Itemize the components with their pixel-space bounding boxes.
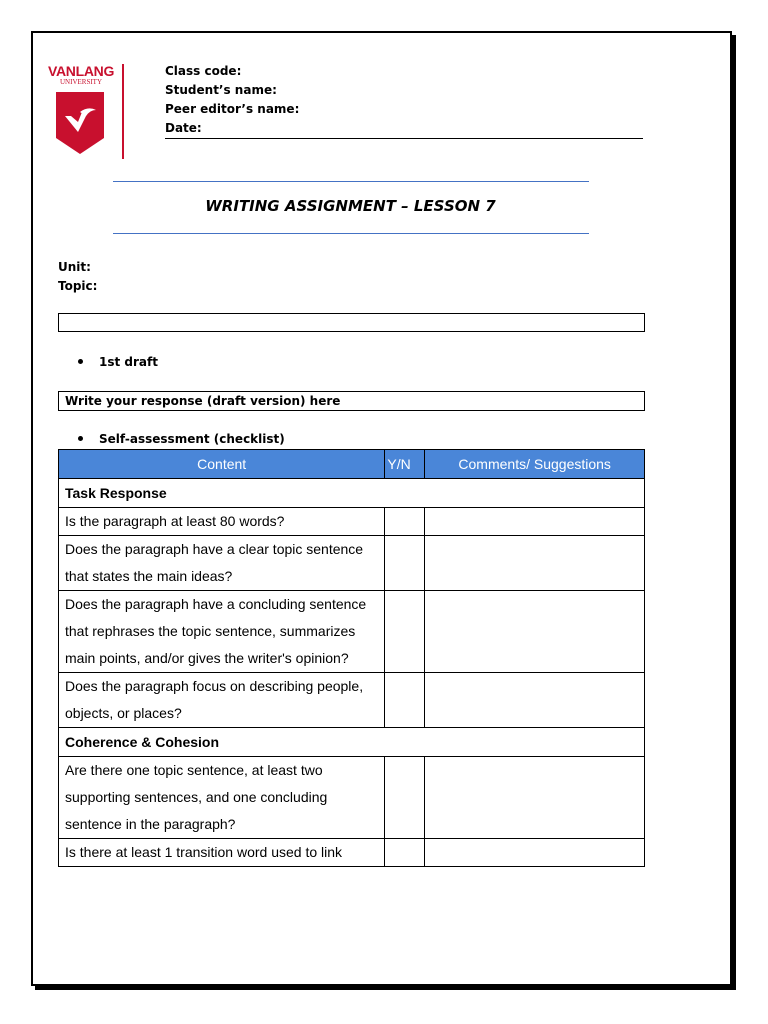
table-header-row xyxy=(59,450,645,479)
comments-column-header: Comments/ Suggestions xyxy=(425,450,645,479)
peer-editor-label: Peer editor’s name: xyxy=(165,102,300,116)
header-fields xyxy=(165,62,299,138)
self-assessment-bullet xyxy=(78,432,285,446)
section-coherence-cohesion: Coherence & Cohesion xyxy=(59,728,645,757)
topic-label: Topic: xyxy=(58,279,98,293)
yn-cell[interactable] xyxy=(385,591,425,673)
table-row xyxy=(59,673,645,728)
unit-label: Unit: xyxy=(58,260,91,274)
bullet-dot-icon xyxy=(78,359,83,364)
comments-cell[interactable] xyxy=(425,508,645,536)
topic-input-box[interactable] xyxy=(58,313,645,332)
class-code-label: Class code: xyxy=(165,64,242,78)
shield-icon xyxy=(52,88,108,156)
question-cell: Does the paragraph have a concluding sentence that rephrases the topic sentence, summarizes main points, and/or gives the writer's opinion? xyxy=(59,591,385,673)
title-top-rule xyxy=(113,181,589,182)
self-assessment-label: Self-assessment (checklist) xyxy=(99,432,285,446)
yn-column-header: Y/N xyxy=(385,450,425,479)
university-logo xyxy=(42,63,122,163)
bullet-dot-icon xyxy=(78,436,83,441)
section-task-response: Task Response xyxy=(59,479,645,508)
title-bottom-rule xyxy=(113,233,589,234)
date-label: Date: xyxy=(165,121,202,135)
table-row xyxy=(59,757,645,839)
draft-response-box[interactable]: Write your response (draft version) here xyxy=(58,391,645,411)
section-row xyxy=(59,479,645,508)
page-title: WRITING ASSIGNMENT – LESSON 7 xyxy=(205,197,496,215)
question-cell: Does the paragraph have a clear topic sentence that states the main ideas? xyxy=(59,536,385,591)
meta-fields xyxy=(58,258,97,296)
header-underline xyxy=(165,138,643,139)
table-row xyxy=(59,536,645,591)
yn-cell[interactable] xyxy=(385,757,425,839)
yn-cell[interactable] xyxy=(385,673,425,728)
yn-cell[interactable] xyxy=(385,839,425,867)
question-cell: Are there one topic sentence, at least two supporting sentences, and one concluding sentence in the paragraph? xyxy=(59,757,385,839)
question-cell: Is there at least 1 transition word used to link xyxy=(59,839,385,867)
comments-cell[interactable] xyxy=(425,839,645,867)
table-row xyxy=(59,591,645,673)
section-row xyxy=(59,728,645,757)
question-cell: Is the paragraph at least 80 words? xyxy=(59,508,385,536)
yn-cell[interactable] xyxy=(385,508,425,536)
comments-cell[interactable] xyxy=(425,591,645,673)
comments-cell[interactable] xyxy=(425,673,645,728)
first-draft-label: 1st draft xyxy=(99,355,158,369)
student-name-label: Student’s name: xyxy=(165,83,277,97)
comments-cell[interactable] xyxy=(425,536,645,591)
logo-wordmark: VANLANG xyxy=(47,63,115,79)
content-column-header: Content xyxy=(59,450,385,479)
yn-cell[interactable] xyxy=(385,536,425,591)
first-draft-bullet xyxy=(78,355,158,369)
question-cell: Does the paragraph focus on describing people, objects, or places? xyxy=(59,673,385,728)
comments-cell[interactable] xyxy=(425,757,645,839)
table-row xyxy=(59,839,645,867)
logo-divider xyxy=(122,64,124,159)
self-assessment-table xyxy=(58,449,645,867)
table-row xyxy=(59,508,645,536)
logo-subtitle: UNIVERSITY xyxy=(60,78,102,86)
